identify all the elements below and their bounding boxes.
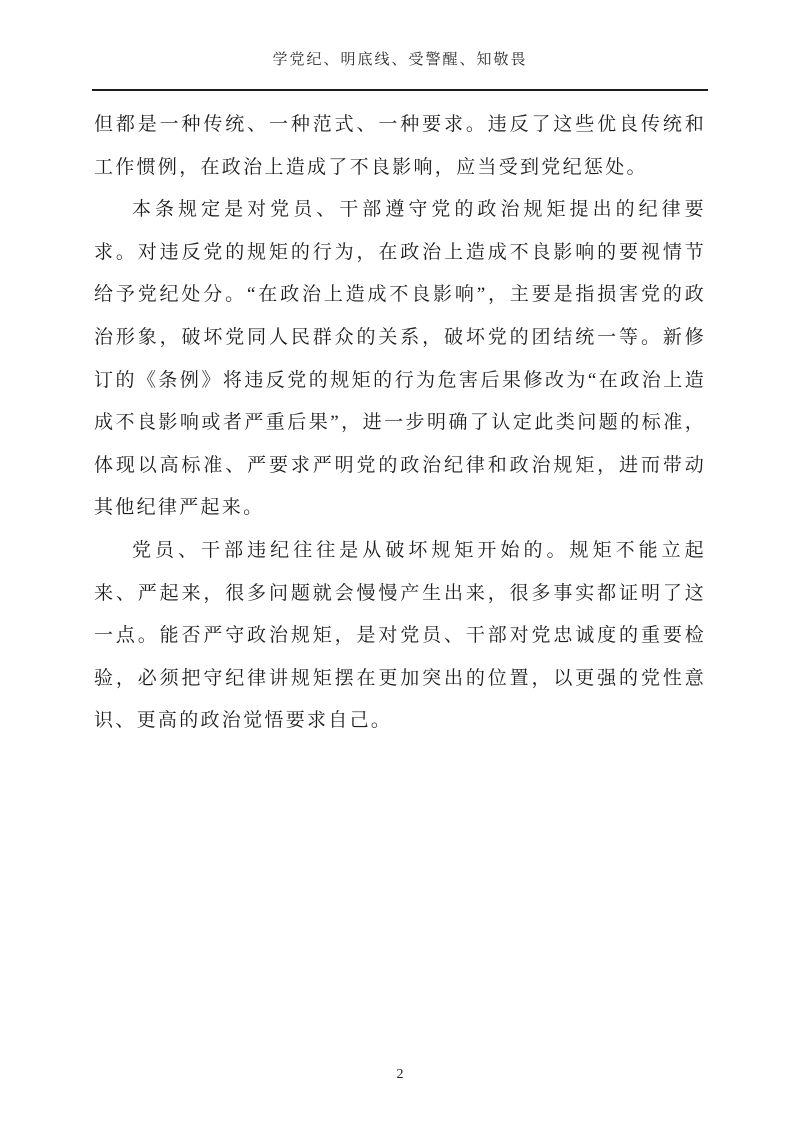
paragraph-1: 但都是一种传统、一种范式、一种要求。违反了这些优良传统和工作惯例，在政治上造成了不良影响，应当受到党纪惩处。 — [94, 114, 706, 178]
page-footer — [0, 1039, 800, 1131]
page-header — [0, 0, 800, 91]
page-number: 2 — [396, 1067, 404, 1082]
header-title: 学党纪、明底线、受警醒、知敬畏 — [272, 52, 528, 68]
paragraph-2: 本条规定是对党员、干部遵守党的政治规矩提出的纪律要求。对违反党的规矩的行为，在政治上造成不良影响的要视情节给予党纪处分。“在政治上造成不良影响”，主要是指损害党的政治形象，破坏党同人民群众的关系，破坏党的团结统一等。新修订的《条例》将违反党的规矩的行为危害后果修改为“在政治上造成不良影响或者严重后果”，进一步明确了认定此类问题的标准，体现以高标准、严要求严明党的政治纪律和政治规矩，进而带动其他纪律严起来。 — [94, 199, 706, 519]
header-rule — [92, 89, 708, 91]
document-body — [94, 104, 706, 743]
paragraph-3: 党员、干部违纪往往是从破坏规矩开始的。规矩不能立起来、严起来，很多问题就会慢慢产生出来，很多事实都证明了这一点。能否严守政治规矩，是对党员、干部对党忠诚度的重要检验，必须把守纪律讲规矩摆在更加突出的位置，以更强的党性意识、更高的政治觉悟要求自己。 — [94, 539, 706, 732]
